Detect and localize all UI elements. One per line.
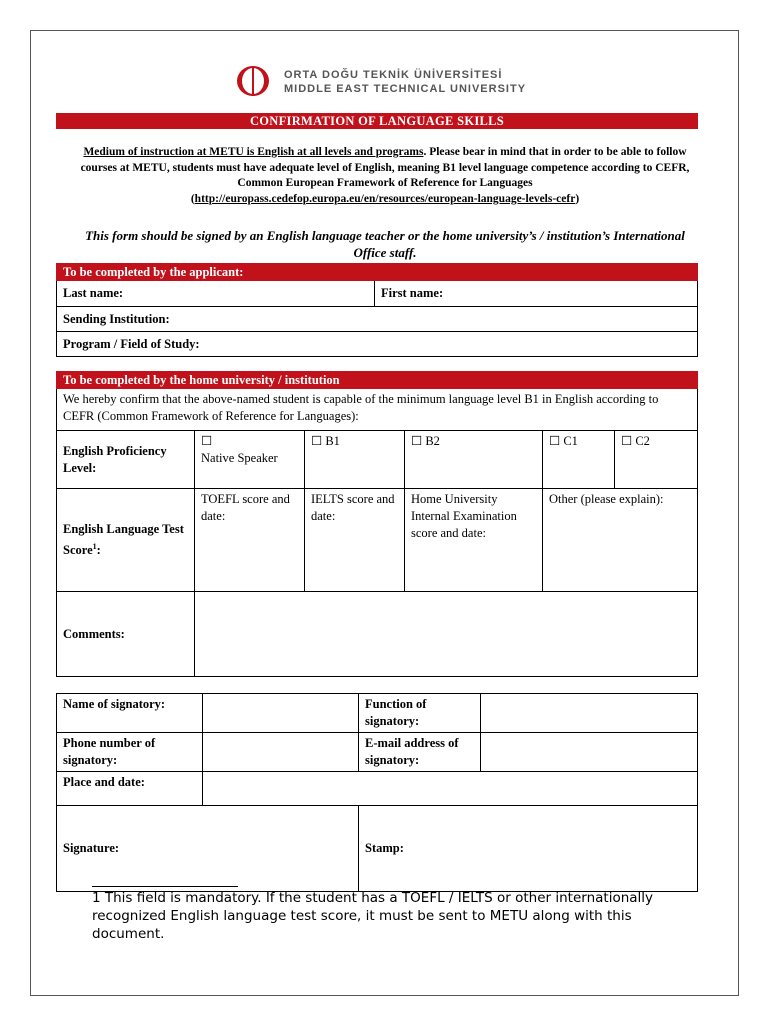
intro-paragraph bbox=[80, 145, 690, 207]
checkbox-icon[interactable]: ☐ bbox=[201, 434, 213, 448]
other-test-cell[interactable]: Other (please explain): bbox=[543, 489, 698, 592]
checkbox-icon[interactable]: ☐ bbox=[411, 434, 423, 448]
signatory-phone-field[interactable] bbox=[203, 733, 359, 772]
signatory-name-field[interactable] bbox=[203, 694, 359, 733]
intro-underlined: Medium of instruction at METU is English at all levels and programs bbox=[83, 146, 424, 158]
level-b2[interactable] bbox=[405, 431, 543, 489]
signed-note: This form should be signed by an English language teacher or the home university’s / institution’s International Office staff. bbox=[85, 228, 685, 260]
level-label: C1 bbox=[563, 434, 578, 448]
link-close-paren: ) bbox=[575, 192, 580, 205]
toefl-cell[interactable]: TOEFL score and date: bbox=[195, 489, 305, 592]
footnote-ref: 1 bbox=[92, 541, 97, 551]
signatory-email-label: E-mail address of signatory: bbox=[359, 733, 481, 772]
signatory-name-label: Name of signatory: bbox=[57, 694, 203, 733]
applicant-heading: To be completed by the applicant: bbox=[57, 264, 698, 281]
level-b1[interactable] bbox=[305, 431, 405, 489]
form-title: CONFIRMATION OF LANGUAGE SKILLS bbox=[56, 113, 698, 129]
internal-exam-cell[interactable]: Home University Internal Examination score and date: bbox=[405, 489, 543, 592]
level-c2[interactable] bbox=[615, 431, 698, 489]
place-date-label: Place and date: bbox=[57, 772, 203, 806]
checkbox-icon[interactable]: ☐ bbox=[311, 434, 323, 448]
signatory-table bbox=[56, 693, 698, 892]
sending-institution-field[interactable]: Sending Institution: bbox=[57, 307, 698, 332]
test-label-text: English Language Test Score bbox=[63, 521, 184, 558]
footnote: 1 This field is mandatory. If the student has a TOEFL / IELTS or other internationally recognized English language test score, it must be sent to METU along with this document. bbox=[92, 890, 654, 942]
link-open-paren: ( bbox=[190, 192, 195, 205]
cefr-link[interactable]: http://europass.cedefop.europa.eu/en/resources/european-language-levels-cefr bbox=[194, 192, 576, 205]
level-native[interactable] bbox=[195, 431, 305, 489]
last-name-field[interactable]: Last name: bbox=[57, 281, 375, 307]
proficiency-label: English Proficiency Level: bbox=[57, 431, 195, 489]
level-label: Native Speaker bbox=[201, 451, 278, 465]
program-field[interactable]: Program / Field of Study: bbox=[57, 332, 698, 357]
footnote-divider bbox=[92, 886, 238, 887]
first-name-field[interactable]: First name: bbox=[375, 281, 698, 307]
level-label: C2 bbox=[635, 434, 650, 448]
comments-label: Comments: bbox=[57, 592, 195, 677]
checkbox-icon[interactable]: ☐ bbox=[549, 434, 561, 448]
level-label: B2 bbox=[425, 434, 440, 448]
place-date-field[interactable] bbox=[203, 772, 698, 806]
signatory-phone-label: Phone number of signatory: bbox=[57, 733, 203, 772]
checkbox-icon[interactable]: ☐ bbox=[621, 434, 633, 448]
test-label-colon: : bbox=[96, 543, 101, 558]
metu-logo-icon bbox=[236, 64, 276, 98]
home-university-table bbox=[56, 371, 698, 677]
logo-line-1: ORTA DOĞU TEKNİK ÜNİVERSİTESİ bbox=[284, 69, 503, 81]
comments-field[interactable] bbox=[195, 592, 698, 677]
logo-line-2: MIDDLE EAST TECHNICAL UNIVERSITY bbox=[284, 83, 527, 95]
signatory-email-field[interactable] bbox=[481, 733, 698, 772]
level-c1[interactable] bbox=[543, 431, 615, 489]
ielts-cell[interactable]: IELTS score and date: bbox=[305, 489, 405, 592]
signatory-function-label: Function of signatory: bbox=[359, 694, 481, 733]
intro-text: . Please bear in mind that in order to be able to follow courses at METU, students must have adequate level of English, meaning B1 level language competence according to CEFR, Common European Framework of Reference for Languages bbox=[80, 146, 690, 189]
signature-field[interactable]: Signature: bbox=[57, 806, 359, 892]
confirm-statement: We hereby confirm that the above-named student is capable of the minimum language level B1 in English according to CEFR (Common Framework of Reference for Languages): bbox=[57, 389, 698, 431]
university-logo bbox=[236, 64, 536, 98]
home-heading: To be completed by the home university / institution bbox=[57, 372, 698, 389]
test-score-label bbox=[57, 489, 195, 592]
applicant-table bbox=[56, 263, 698, 357]
level-label: B1 bbox=[325, 434, 340, 448]
signatory-function-field[interactable] bbox=[481, 694, 698, 733]
stamp-field[interactable]: Stamp: bbox=[359, 806, 698, 892]
